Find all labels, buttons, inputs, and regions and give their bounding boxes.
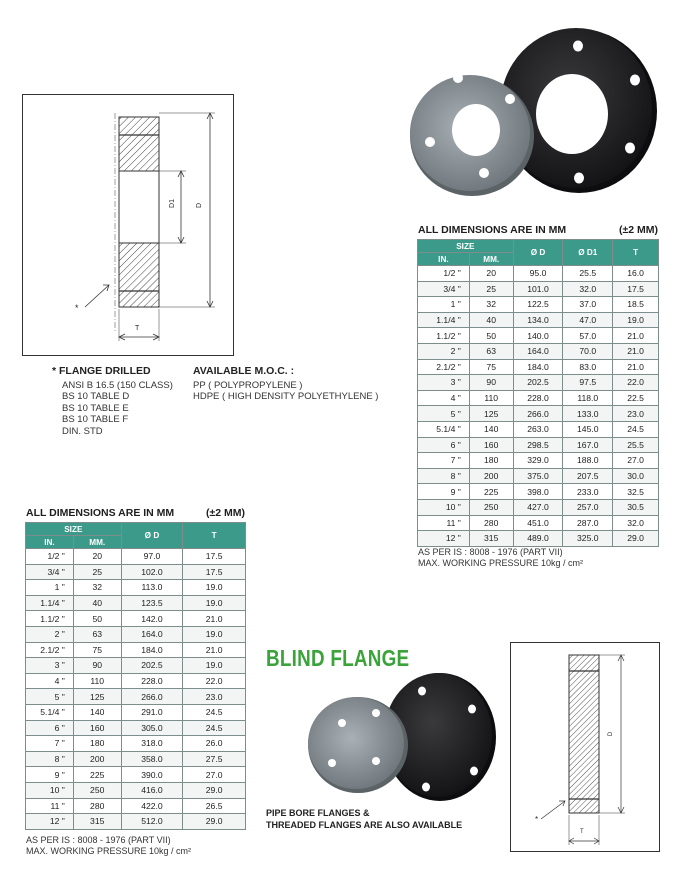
table-cell: 27.0 xyxy=(183,767,246,783)
table-cell: 75 xyxy=(73,642,121,658)
table-cell: 9 " xyxy=(26,767,74,783)
t-header: T xyxy=(183,523,246,549)
table-cell: 1 " xyxy=(418,297,470,313)
table-cell: 32.0 xyxy=(613,515,659,531)
table-cell: 40 xyxy=(73,595,121,611)
table-cell: 140 xyxy=(73,704,121,720)
table-cell: 32 xyxy=(469,297,513,313)
table-cell: 375.0 xyxy=(513,468,563,484)
size-header: SIZE xyxy=(26,523,122,536)
moc-heading: AVAILABLE M.O.C. : xyxy=(193,365,295,377)
table-cell: 50 xyxy=(73,611,121,627)
table-cell: 63 xyxy=(73,626,121,642)
table-row xyxy=(418,328,659,344)
table-cell: 4 " xyxy=(418,390,470,406)
table-cell: 8 " xyxy=(26,751,74,767)
mm-header: MM. xyxy=(73,536,121,549)
table-cell: 29.0 xyxy=(613,531,659,547)
table-row xyxy=(26,798,246,814)
table-cell: 123.5 xyxy=(121,595,183,611)
blind-star-label: * xyxy=(535,815,539,824)
table-cell: 24.5 xyxy=(183,720,246,736)
table-cell: 97.5 xyxy=(563,375,613,391)
blind-flange-section-svg xyxy=(511,643,659,851)
table-cell: 19.0 xyxy=(183,658,246,674)
d-label: D xyxy=(196,202,204,209)
od-header: Ø D xyxy=(121,523,183,549)
table-cell: 167.0 xyxy=(563,437,613,453)
flange-section-svg xyxy=(23,95,233,355)
table-cell: 37.0 xyxy=(563,297,613,313)
table-cell: 1.1/4 " xyxy=(26,595,74,611)
table-cell: 3/4 " xyxy=(418,281,470,297)
table-cell: 207.5 xyxy=(563,468,613,484)
table-cell: 21.0 xyxy=(183,642,246,658)
table-cell: 22.0 xyxy=(613,375,659,391)
table-cell: 23.0 xyxy=(183,689,246,705)
table-cell: 287.0 xyxy=(563,515,613,531)
table-row xyxy=(418,421,659,437)
table-cell: 1.1/2 " xyxy=(26,611,74,627)
table-cell: 2.1/2 " xyxy=(26,642,74,658)
table-row xyxy=(418,531,659,547)
table-cell: 1 " xyxy=(26,580,74,596)
table-cell: 47.0 xyxy=(563,312,613,328)
table-cell: 57.0 xyxy=(563,328,613,344)
table-row xyxy=(418,453,659,469)
table-row xyxy=(26,689,246,705)
table-cell: 416.0 xyxy=(121,782,183,798)
blind-t-label: T xyxy=(580,829,584,835)
table-cell: 9 " xyxy=(418,484,470,500)
table-cell: 1/2 " xyxy=(418,266,470,282)
table-cell: 180 xyxy=(73,736,121,752)
table-row xyxy=(418,484,659,500)
table-cell: 90 xyxy=(73,658,121,674)
table-cell: 164.0 xyxy=(513,343,563,359)
table-row xyxy=(418,390,659,406)
blind-flange-photo xyxy=(302,663,498,803)
table-cell: 305.0 xyxy=(121,720,183,736)
table-cell: 30.0 xyxy=(613,468,659,484)
table-cell: 26.5 xyxy=(183,798,246,814)
table-row xyxy=(418,266,659,282)
table-row xyxy=(26,720,246,736)
pipe-note-line2: THREADED FLANGES ARE ALSO AVAILABLE xyxy=(266,819,463,830)
size-header: SIZE xyxy=(418,240,514,253)
table-cell: 90 xyxy=(469,375,513,391)
table-row xyxy=(26,782,246,798)
table-cell: 5 " xyxy=(418,406,470,422)
table-cell: 325.0 xyxy=(563,531,613,547)
table-cell: 7 " xyxy=(26,736,74,752)
table-cell: 2.1/2 " xyxy=(418,359,470,375)
table-cell: 75 xyxy=(469,359,513,375)
table-cell: 20 xyxy=(469,266,513,282)
table-cell: 95.0 xyxy=(513,266,563,282)
table-cell: 1.1/2 " xyxy=(418,328,470,344)
table-cell: 27.5 xyxy=(183,751,246,767)
table-cell: 102.0 xyxy=(121,564,183,580)
table-cell: 3/4 " xyxy=(26,564,74,580)
table-cell: 422.0 xyxy=(121,798,183,814)
table-row xyxy=(26,611,246,627)
flange-drilled-item: BS 10 TABLE D xyxy=(62,391,130,402)
table-cell: 125 xyxy=(469,406,513,422)
table-cell: 24.5 xyxy=(183,704,246,720)
table-cell: 18.5 xyxy=(613,297,659,313)
table-cell: 10 " xyxy=(418,499,470,515)
table-cell: 184.0 xyxy=(121,642,183,658)
table-cell: 12 " xyxy=(418,531,470,547)
table-cell: 17.5 xyxy=(183,549,246,565)
table-cell: 140 xyxy=(469,421,513,437)
table-cell: 25 xyxy=(469,281,513,297)
left-table-note xyxy=(26,835,191,857)
table-cell: 250 xyxy=(73,782,121,798)
d1-label: D1 xyxy=(168,199,176,208)
left-note-standard: AS PER IS : 8008 - 1976 (PART VII) xyxy=(26,835,171,845)
pipe-bore-note xyxy=(266,808,462,831)
table-cell: 22.5 xyxy=(613,390,659,406)
table-cell: 266.0 xyxy=(513,406,563,422)
table-cell: 27.0 xyxy=(613,453,659,469)
table-cell: 5 " xyxy=(26,689,74,705)
table-cell: 427.0 xyxy=(513,499,563,515)
table-cell: 25 xyxy=(73,564,121,580)
flange-drilled-block xyxy=(52,366,173,437)
table-cell: 110 xyxy=(469,390,513,406)
table-cell: 202.5 xyxy=(513,375,563,391)
table-row xyxy=(418,468,659,484)
table-cell: 17.5 xyxy=(613,281,659,297)
table-row xyxy=(26,736,246,752)
table-cell: 29.0 xyxy=(183,782,246,798)
table-row xyxy=(26,642,246,658)
table-cell: 250 xyxy=(469,499,513,515)
table-cell: 11 " xyxy=(418,515,470,531)
table-row xyxy=(418,375,659,391)
table-cell: 113.0 xyxy=(121,580,183,596)
table-row xyxy=(418,297,659,313)
table-cell: 291.0 xyxy=(121,704,183,720)
table-cell: 118.0 xyxy=(563,390,613,406)
table-cell: 145.0 xyxy=(563,421,613,437)
in-header: IN. xyxy=(418,253,470,266)
table-cell: 451.0 xyxy=(513,515,563,531)
table-cell: 257.0 xyxy=(563,499,613,515)
table-cell: 2 " xyxy=(26,626,74,642)
table-cell: 83.0 xyxy=(563,359,613,375)
right-dimensions-table xyxy=(417,239,659,547)
table-row xyxy=(418,406,659,422)
table-cell: 21.0 xyxy=(613,328,659,344)
left-table-tolerance: (±2 MM) xyxy=(205,507,245,519)
table-cell: 358.0 xyxy=(121,751,183,767)
blind-flange-title: BLIND FLANGE xyxy=(266,645,410,671)
table-cell: 160 xyxy=(73,720,121,736)
table-cell: 21.0 xyxy=(613,359,659,375)
table-cell: 225 xyxy=(73,767,121,783)
moc-block xyxy=(193,366,378,403)
table-cell: 20 xyxy=(73,549,121,565)
table-cell: 97.0 xyxy=(121,549,183,565)
table-cell: 16.0 xyxy=(613,266,659,282)
table-cell: 21.0 xyxy=(613,343,659,359)
table-row xyxy=(26,814,246,830)
table-cell: 19.0 xyxy=(183,626,246,642)
table-cell: 3 " xyxy=(26,658,74,674)
table-cell: 298.5 xyxy=(513,437,563,453)
table-row xyxy=(26,564,246,580)
table-cell: 228.0 xyxy=(513,390,563,406)
table-cell: 228.0 xyxy=(121,673,183,689)
table-row xyxy=(26,673,246,689)
table-cell: 11 " xyxy=(26,798,74,814)
table-cell: 125 xyxy=(73,689,121,705)
table-cell: 1/2 " xyxy=(26,549,74,565)
blind-flange-drawing xyxy=(510,642,660,852)
table-cell: 188.0 xyxy=(563,453,613,469)
table-cell: 280 xyxy=(469,515,513,531)
t-label: T xyxy=(135,325,140,332)
table-row xyxy=(26,595,246,611)
table-row xyxy=(418,515,659,531)
table-cell: 6 " xyxy=(418,437,470,453)
t-header: T xyxy=(613,240,659,266)
right-table-title: ALL DIMENSIONS ARE IN MM xyxy=(418,224,567,236)
table-cell: 180 xyxy=(469,453,513,469)
table-cell: 29.0 xyxy=(183,814,246,830)
table-cell: 26.0 xyxy=(183,736,246,752)
table-row xyxy=(26,626,246,642)
table-cell: 25.5 xyxy=(563,266,613,282)
flange-drilled-item: BS 10 TABLE F xyxy=(62,414,129,425)
table-cell: 280 xyxy=(73,798,121,814)
table-cell: 19.0 xyxy=(613,312,659,328)
table-cell: 6 " xyxy=(26,720,74,736)
mm-header: MM. xyxy=(469,253,513,266)
table-cell: 110 xyxy=(73,673,121,689)
left-table-header xyxy=(26,507,245,519)
table-cell: 122.5 xyxy=(513,297,563,313)
table-row xyxy=(26,658,246,674)
table-cell: 7 " xyxy=(418,453,470,469)
od-header: Ø D xyxy=(513,240,563,266)
table-cell: 512.0 xyxy=(121,814,183,830)
table-cell: 17.5 xyxy=(183,564,246,580)
table-cell: 5.1/4 " xyxy=(26,704,74,720)
table-cell: 10 " xyxy=(26,782,74,798)
table-cell: 489.0 xyxy=(513,531,563,547)
right-note-standard: AS PER IS : 8008 - 1976 (PART VII) xyxy=(418,547,563,557)
table-row xyxy=(26,549,246,565)
table-cell: 70.0 xyxy=(563,343,613,359)
od1-header: Ø D1 xyxy=(563,240,613,266)
table-cell: 5.1/4 " xyxy=(418,421,470,437)
table-cell: 263.0 xyxy=(513,421,563,437)
flange-drilled-item: BS 10 TABLE E xyxy=(62,402,129,414)
table-row xyxy=(418,437,659,453)
table-cell: 101.0 xyxy=(513,281,563,297)
table-cell: 19.0 xyxy=(183,580,246,596)
table-cell: 2 " xyxy=(418,343,470,359)
table-cell: 22.0 xyxy=(183,673,246,689)
table-row xyxy=(418,359,659,375)
flange-photo-pair xyxy=(404,18,666,200)
table-cell: 3 " xyxy=(418,375,470,391)
table-cell: 40 xyxy=(469,312,513,328)
table-cell: 32.0 xyxy=(563,281,613,297)
table-cell: 200 xyxy=(73,751,121,767)
blind-d-label: D xyxy=(608,731,615,737)
table-cell: 160 xyxy=(469,437,513,453)
table-cell: 142.0 xyxy=(121,611,183,627)
moc-item: HDPE ( HIGH DENSITY POLYETHYLENE ) xyxy=(193,391,379,402)
table-cell: 23.0 xyxy=(613,406,659,422)
table-row xyxy=(418,343,659,359)
table-cell: 225 xyxy=(469,484,513,500)
table-cell: 50 xyxy=(469,328,513,344)
moc-item: PP ( POLYPROPYLENE ) xyxy=(193,379,303,391)
table-cell: 318.0 xyxy=(121,736,183,752)
table-row xyxy=(26,751,246,767)
table-cell: 184.0 xyxy=(513,359,563,375)
right-table-header xyxy=(418,224,658,236)
grey-blind-flange-image xyxy=(308,697,408,793)
table-cell: 30.5 xyxy=(613,499,659,515)
table-cell: 4 " xyxy=(26,673,74,689)
table-cell: 329.0 xyxy=(513,453,563,469)
table-cell: 140.0 xyxy=(513,328,563,344)
table-cell: 133.0 xyxy=(563,406,613,422)
table-cell: 390.0 xyxy=(121,767,183,783)
flange-drilled-item: DIN. STD xyxy=(62,425,103,437)
left-note-pressure: MAX. WORKING PRESSURE 10kg / cm² xyxy=(26,846,192,856)
table-row xyxy=(26,580,246,596)
table-cell: 32 xyxy=(73,580,121,596)
left-table-title: ALL DIMENSIONS ARE IN MM xyxy=(26,507,175,519)
in-header: IN. xyxy=(26,536,74,549)
table-cell: 266.0 xyxy=(121,689,183,705)
table-cell: 164.0 xyxy=(121,626,183,642)
table-cell: 398.0 xyxy=(513,484,563,500)
flange-drilled-item: ANSI B 16.5 (150 CLASS) xyxy=(62,379,173,391)
table-row xyxy=(418,312,659,328)
table-cell: 32.5 xyxy=(613,484,659,500)
left-dimensions-table xyxy=(25,522,246,830)
table-row xyxy=(26,704,246,720)
right-table-tolerance: (±2 MM) xyxy=(618,224,658,236)
flange-section-drawing xyxy=(22,94,234,356)
table-row xyxy=(418,281,659,297)
table-cell: 25.5 xyxy=(613,437,659,453)
table-row xyxy=(418,499,659,515)
right-note-pressure: MAX. WORKING PRESSURE 10kg / cm² xyxy=(418,558,584,568)
table-cell: 134.0 xyxy=(513,312,563,328)
table-cell: 202.5 xyxy=(121,658,183,674)
pipe-note-line1: PIPE BORE FLANGES & xyxy=(266,808,370,818)
table-cell: 315 xyxy=(469,531,513,547)
flange-drilled-heading: * FLANGE DRILLED xyxy=(52,365,151,377)
right-table-note xyxy=(418,547,583,569)
table-cell: 12 " xyxy=(26,814,74,830)
star-label: * xyxy=(75,303,79,313)
table-cell: 63 xyxy=(469,343,513,359)
table-cell: 233.0 xyxy=(563,484,613,500)
table-cell: 19.0 xyxy=(183,595,246,611)
table-cell: 8 " xyxy=(418,468,470,484)
table-cell: 21.0 xyxy=(183,611,246,627)
table-cell: 200 xyxy=(469,468,513,484)
table-cell: 315 xyxy=(73,814,121,830)
table-cell: 1.1/4 " xyxy=(418,312,470,328)
table-row xyxy=(26,767,246,783)
table-cell: 24.5 xyxy=(613,421,659,437)
